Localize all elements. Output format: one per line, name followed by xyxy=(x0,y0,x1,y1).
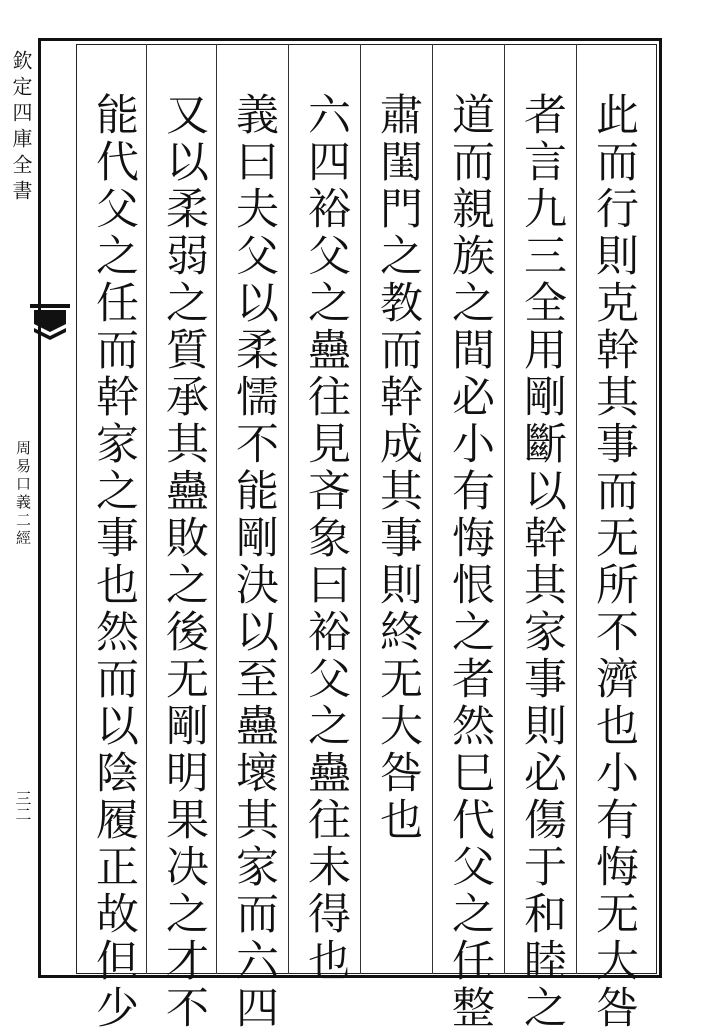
text-column: 能代父之任而幹家之事也然而以陰履正故但少 xyxy=(89,92,139,1032)
text-column: 又以柔弱之質承其蠱敗之後无剛明果决之才不 xyxy=(159,92,209,1032)
text-column: 者言九三全用剛斷以幹其家事則必傷于和睦之 xyxy=(517,92,567,1032)
column-rule xyxy=(288,44,289,974)
section-title: 周易口義二經 xyxy=(14,440,32,548)
text-column: 肅閨門之教而幹成其事則終无大咎也 xyxy=(373,92,423,844)
page-number: 三二 xyxy=(13,790,32,822)
text-column: 義曰夫父以柔懦不能剛決以至蠱壞其家而六四 xyxy=(229,92,279,1032)
column-rule xyxy=(432,44,433,974)
column-rule xyxy=(216,44,217,974)
column-rule xyxy=(576,44,577,974)
column-rule xyxy=(146,44,147,974)
column-rule xyxy=(504,44,505,974)
text-column: 此而行則克幹其事而无所不濟也小有悔无大咎 xyxy=(589,92,639,1032)
column-rule xyxy=(360,44,361,974)
text-column: 道而親族之間必小有悔恨之者然巳代父之任整 xyxy=(445,92,495,1032)
text-column: 六四裕父之蠱往見吝象曰裕父之蠱往未得也 xyxy=(301,92,351,985)
book-title: 欽定四庫全書 xyxy=(9,50,33,206)
fish-tail-mark-icon xyxy=(30,302,70,342)
